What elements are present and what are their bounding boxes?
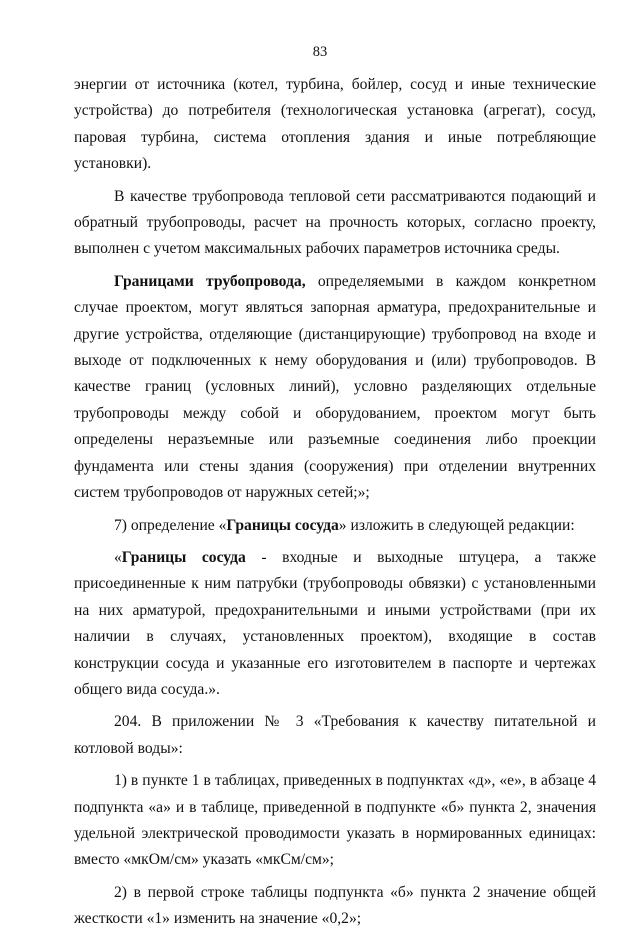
paragraph: [74, 545, 596, 703]
paragraph-text: 204. В приложении № 3 «Требования к качеству питательной и котловой воды»:: [74, 713, 596, 757]
paragraph-text: 1) в пункте 1 в таблицах, приведенных в подпунктах «д», «е», в абзаце 4 подпункта «а» и в таблице, приведенной в подпункте «б» пункта 2, значения удельной электрической проводимости указать в нормированных единицах: вместо «мкОм/см» указать «мкСм/см»;: [74, 772, 596, 869]
bold-term: Границами трубопровода,: [114, 272, 306, 290]
paragraph-text: энергии от источника (котел, турбина, бойлер, сосуд и иные технические устройства) до потребителя (технологическая установка (агрегат), сосуд, паровая турбина, система отопления здания и иные потребляющие установки).: [74, 76, 596, 173]
bold-term: Границы сосуда: [226, 516, 339, 534]
bold-term: Границы сосуда: [121, 548, 246, 566]
paragraph: [74, 880, 596, 933]
paragraph: [74, 269, 596, 507]
paragraph-text: В качестве трубопровода тепловой сети рассматриваются подающий и обратный трубопроводы, расчет на прочность которых, согласно проекту, выполнен с учетом максимальных рабочих параметров источника среды.: [74, 187, 596, 258]
document-body: [74, 72, 596, 939]
paragraph: [74, 513, 596, 539]
paragraph: [74, 72, 596, 178]
paragraph-text: 2) в первой строке таблицы подпункта «б» пункта 2 значение общей жесткости «1» изменить на значение «0,2»;: [74, 883, 596, 928]
page-number: 83: [312, 44, 328, 60]
paragraph-text: определяемыми в каждом конкретном случае проектом, могут являться запорная арматура, предохранительные и другие устройства, отделяющие (дистанцирующие) трубопровод на входе и выходе от подключенных к нему оборудования и (или) трубопроводов. В качестве границ (условных линий), условно разделяющих отдельные трубопроводы между собой и оборудованием, проектом могут быть определены неразъемные или разъемные соединения либо проекции фундамента или стены здания (сооружения) при отделении внутренних систем трубопроводов от наружных сетей;»;: [74, 272, 596, 502]
paragraph-prefix: 7) определение «: [114, 516, 227, 534]
paragraph: [74, 184, 596, 263]
paragraph-prefix: «: [114, 548, 122, 566]
paragraph: [74, 768, 596, 874]
paragraph-text: - входные и выходные штуцера, а также присоединенные к ним патрубки (трубопроводы обвязки) с установленными на них арматурой, предохранительными и иными устройствами (при их наличии в случаях, установленных проектом), входящие в состав конструкции сосуда и указанные его изготовителем в паспорте и чертежах общего вида сосуда.».: [74, 548, 596, 698]
paragraph: [74, 709, 596, 762]
paragraph-text: » изложить в следующей редакции:: [338, 516, 575, 534]
